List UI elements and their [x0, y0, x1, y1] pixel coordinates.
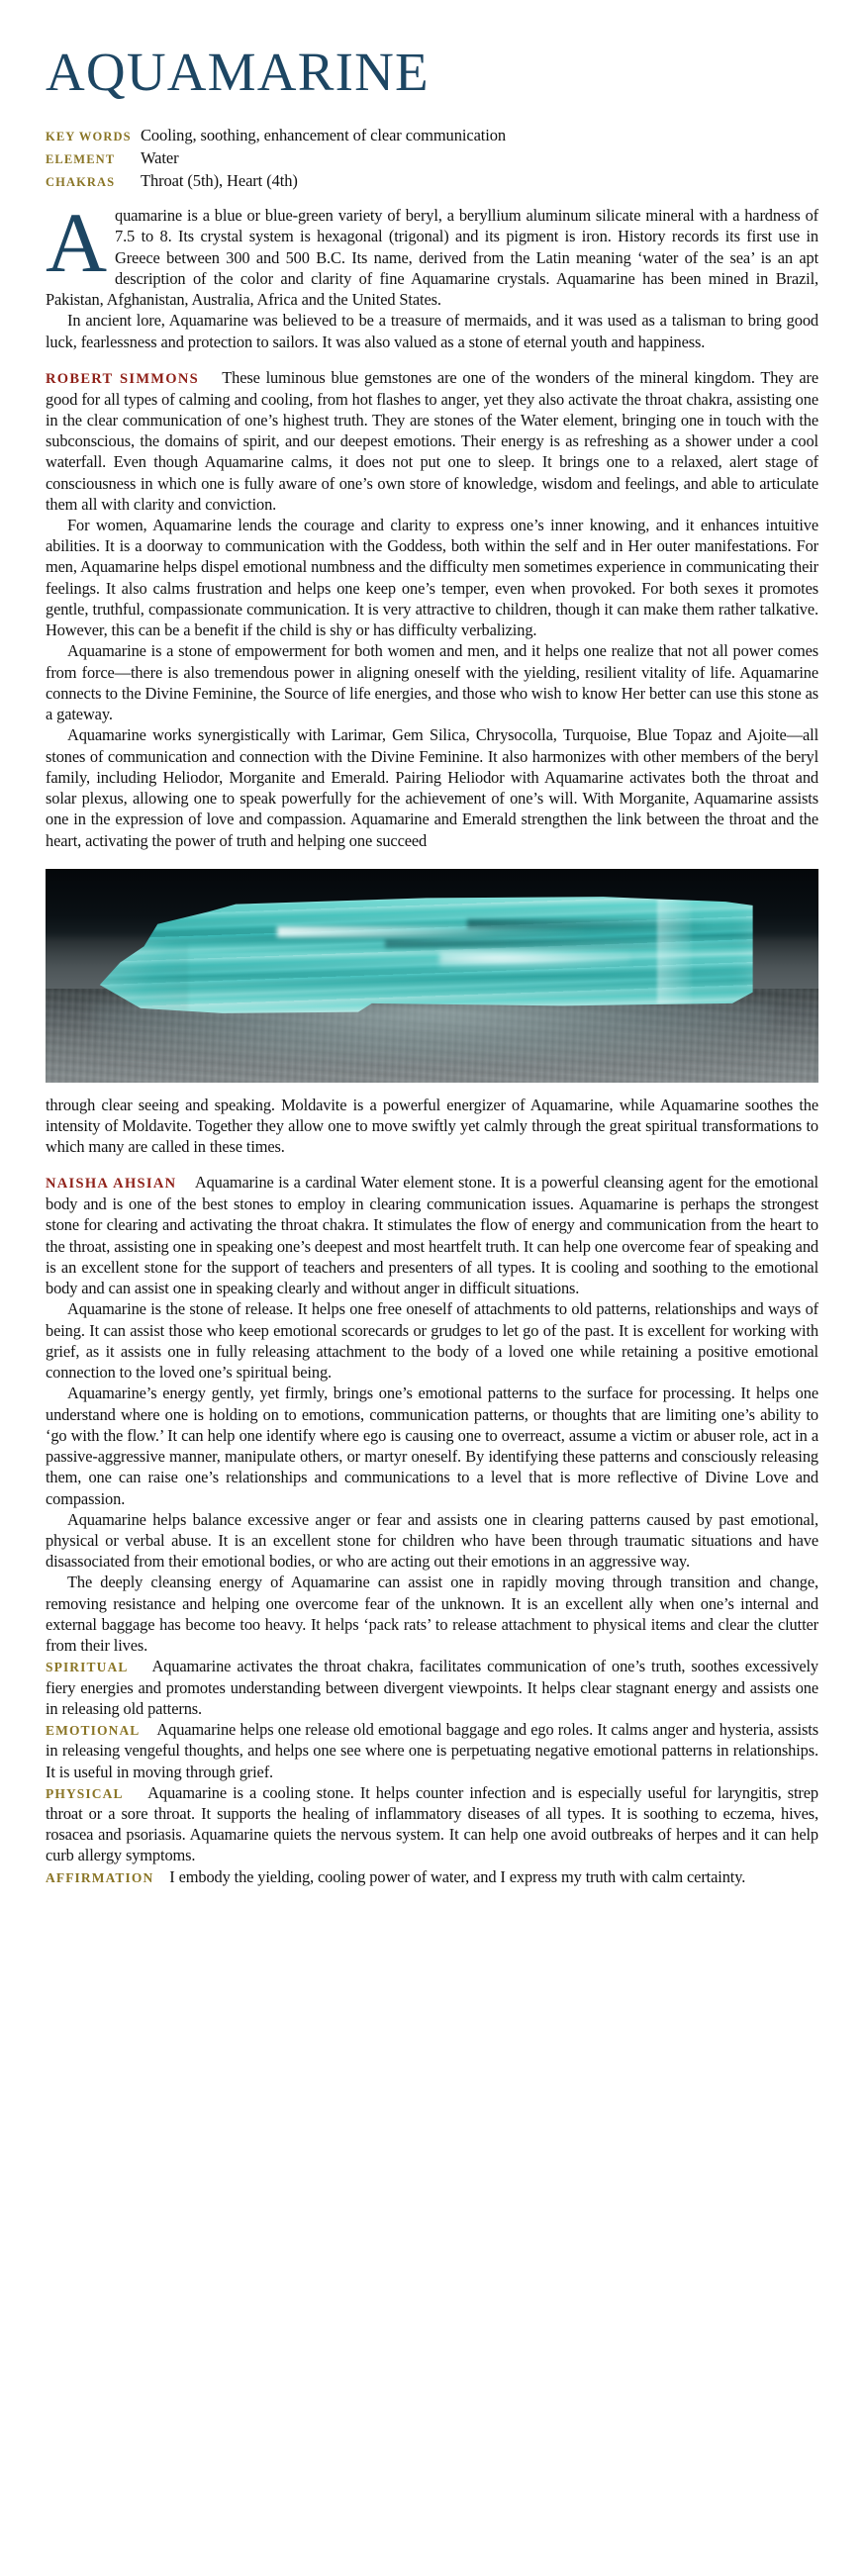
- section-physical: [46, 1782, 818, 1866]
- contributor-label-naisha-ahsian: NAISHA AHSIAN: [46, 1176, 177, 1193]
- naisha-ahsian-paragraph-2: Aquamarine is the stone of release. It helps one free oneself of attachments to old patterns, relationships and ways of being. It can assist those who keep emotional scorecards or grudges to let go of the past. It is excellent for working with grief, as it assists one in fully releasing attachment to the body of a loved one while retaining a positive emotional connection to the loved one’s spiritual being.: [46, 1299, 818, 1383]
- metadata-label: ELEMENT: [46, 152, 116, 167]
- intro-paragraph-1-text: quamarine is a blue or blue-green variety of beryl, a beryllium aluminum silicate mineral with a hardness of 7.5 to 8. Its crystal system is hexagonal (trigonal) and its pigment is iron. History records its first use in Greece between 300 and 500 B.C. Its name, derived from the Latin meaning ‘water of the sea’ is an apt description of the color and clarity of fine Aquamarine crystals. Aquamarine has been mined in Brazil, Pakistan, Afghanistan, Australia, Africa and the United States.: [46, 206, 818, 310]
- robert-simmons-paragraph-2: For women, Aquamarine lends the courage and clarity to express one’s inner knowing, and it enhances intuitive abilities. It is a doorway to communication with the Goddess, both within the self and in Her outer manifestations. For men, Aquamarine helps dispel emotional numbness and the difficulty men sometimes experience in communicating their feelings. It also calms frustration and helps one keep one’s temper, even when provoked. For both sexes it promotes gentle, truthful, compassionate communication. It is very attractive to children, though it can make them rather talkative. However, this can be a benefit if the child is shy or has difficulty verbalizing.: [46, 516, 818, 640]
- spacer: [46, 352, 818, 367]
- metadata-value: Water: [141, 148, 179, 168]
- naisha-ahsian-paragraph-1-text: Aquamarine is a cardinal Water element stone. It is a powerful cleansing agent for the emotional body and is one of the best stones to employ in clearing communication issues. Aquamarine is perhaps the strongest stone for clearing and activating the throat chakra. It stimulates the flow of energy and communication from the heart to the throat, assisting one in speaking one’s deepest and most heartfelt truth. It can help one overcome fear of speaking and is an excellent stone for the support of teachers and presenters of all types. It is cooling and soothing to the emotional body and can assist one in speaking clearly and without anger in difficult situations.: [46, 1173, 818, 1298]
- naisha-ahsian-paragraph-5: The deeply cleansing energy of Aquamarine can assist one in rapidly moving through transition and change, removing resistance and helping one overcome fear of the unknown. It is an excellent ally when one’s internal and external baggage has become too heavy. It helps ‘pack rats’ to release attachment to physical items and clear the clutter from their lives.: [46, 1573, 818, 1656]
- intro-paragraph-1: [46, 195, 818, 310]
- naisha-ahsian-paragraph-1: [46, 1172, 818, 1298]
- intro-paragraph-2: In ancient lore, Aquamarine was believed to be a treasure of mermaids, and it was used as a talisman to bring good luck, fearlessness and protection to sailors. It was also valued as a stone of eternal youth and happiness.: [46, 311, 818, 351]
- section-label-emotional: EMOTIONAL: [46, 1723, 141, 1739]
- spacer: [46, 1157, 818, 1172]
- section-text-spiritual: Aquamarine activates the throat chakra, facilitates communication of one’s truth, soothes excessively fiery energies and promotes understanding between divergent viewpoints. It helps clear stagnant energy and assists one in releasing old patterns.: [46, 1657, 818, 1718]
- section-spiritual: [46, 1656, 818, 1719]
- section-label-physical: PHYSICAL: [46, 1785, 124, 1801]
- naisha-ahsian-paragraph-4: Aquamarine helps balance excessive anger or fear and assists one in clearing patterns caused by past emotional, physical or verbal abuse. It is an excellent stone for children who have been through traumatic situations and have disassociated from their emotional bodies, or who are acting out their emotions in an aggressive way.: [46, 1509, 818, 1572]
- section-text-emotional: Aquamarine helps one release old emotional baggage and ego roles. It calms anger and hysteria, assists in releasing vengeful thoughts, and helps one see where one is perpetuating negative emotional patterns in relationships. It is useful in moving through grief.: [46, 1720, 818, 1781]
- section-text-affirmation: I embody the yielding, cooling power of water, and I express my truth with calm certainty.: [169, 1866, 746, 1886]
- robert-simmons-paragraph-3: Aquamarine is a stone of empowerment for both women and men, and it helps one realize that not all power comes from force—there is also tremendous power in aligning oneself with the yielding, resilient vitality of life. Aquamarine connects to the Divine Feminine, the Source of life energies, and those who wish to know Her better can use this stone as a gateway.: [46, 641, 818, 724]
- robert-simmons-paragraph-4: Aquamarine works synergistically with Larimar, Gem Silica, Chrysocolla, Turquoise, Blue Topaz and Ajoite—all stones of communication and connection with the Divine Feminine. It also harmonizes with other members of the beryl family, including Heliodor, Morganite and Emerald. Pairing Heliodor with Aquamarine activates both the throat and solar plexus, allowing one to speak powerfully for the achievement of one’s will. With Morganite, Aquamarine assists one in the expression of love and compassion. Aquamarine and Emerald strengthen the link between the throat and the heart, activating the power of truth and helping one succeed: [46, 725, 818, 850]
- metadata-row-element: [46, 148, 818, 168]
- contributor-label-robert-simmons: ROBERT SIMMONS: [46, 370, 200, 387]
- metadata-label: CHAKRAS: [46, 175, 116, 190]
- crystal-highlight-center: [439, 951, 629, 967]
- article-body: [46, 195, 818, 1887]
- robert-simmons-paragraph-1-text: These luminous blue gemstones are one of the wonders of the mineral kingdom. They are good for all types of calming and cooling, from hot flashes to anger, yet they also activate the throat chakra, assisting one in the clear communication of one’s highest truth. They are stones of the Water element, bringing one in touch with the subconscious, the domains of spirit, and our deepest emotions. Their energy is as refreshing as a shower under a cool waterfall. Even though Aquamarine calms, it does not put one to sleep. It brings one to a relaxed, alert stage of consciousness in which one is fully aware of one’s own store of knowledge, wisdom and feelings, and able to articulate them all with clarity and conviction.: [46, 367, 818, 514]
- stone-metadata: [46, 126, 818, 191]
- metadata-row-key-words: [46, 126, 818, 145]
- metadata-value: Throat (5th), Heart (4th): [141, 171, 298, 191]
- robert-simmons-paragraph-1: [46, 367, 818, 515]
- naisha-ahsian-paragraph-3: Aquamarine’s energy gently, yet firmly, brings one’s emotional patterns to the surface for processing. It helps one understand where one is holding on to emotions, communication patterns, or thoughts that are limiting one’s ability to ‘go with the flow.’ It can help one identify where ego is causing one to overreact, assume a victim or abuser role, act in a passive-aggressive manner, manipulate others, or martyr oneself. By identifying these patterns and consciously releasing them, one can raise one’s relationships and communications to a level that is more reflective of Divine Love and compassion.: [46, 1383, 818, 1508]
- section-label-spiritual: SPIRITUAL: [46, 1660, 129, 1675]
- section-text-physical: Aquamarine is a cooling stone. It helps counter infection and is especially useful for laryngitis, strep throat or a sore throat. It supports the healing of inflammatory diseases of all types. It is soothing to eczema, hives, rosacea and psoriasis. Aquamarine quiets the nervous system. It can help one avoid outbreaks of herpes and it can help curb allergy symptoms.: [46, 1782, 818, 1865]
- metadata-label: KEY WORDS: [46, 130, 132, 144]
- section-emotional: [46, 1719, 818, 1782]
- robert-simmons-paragraph-after-photo: through clear seeing and speaking. Moldavite is a powerful energizer of Aquamarine, while Aquamarine soothes the intensity of Moldavite. Together they allow one to move swiftly yet calmly through the great spiritual transformations to which many are called in these times.: [46, 1095, 818, 1157]
- metadata-value: Cooling, soothing, enhancement of clear communication: [141, 126, 507, 145]
- metadata-row-chakras: [46, 171, 818, 191]
- section-affirmation: [46, 1866, 818, 1887]
- page-title: AQUAMARINE: [46, 42, 430, 102]
- crystal-dark-band-lower: [385, 939, 684, 948]
- aquamarine-crystal-photo: [46, 869, 818, 1083]
- drop-cap-letter: A: [46, 195, 107, 291]
- section-label-affirmation: AFFIRMATION: [46, 1869, 154, 1885]
- crystal-right-edge: [657, 898, 691, 1004]
- crystal-highlight-upper: [277, 926, 590, 937]
